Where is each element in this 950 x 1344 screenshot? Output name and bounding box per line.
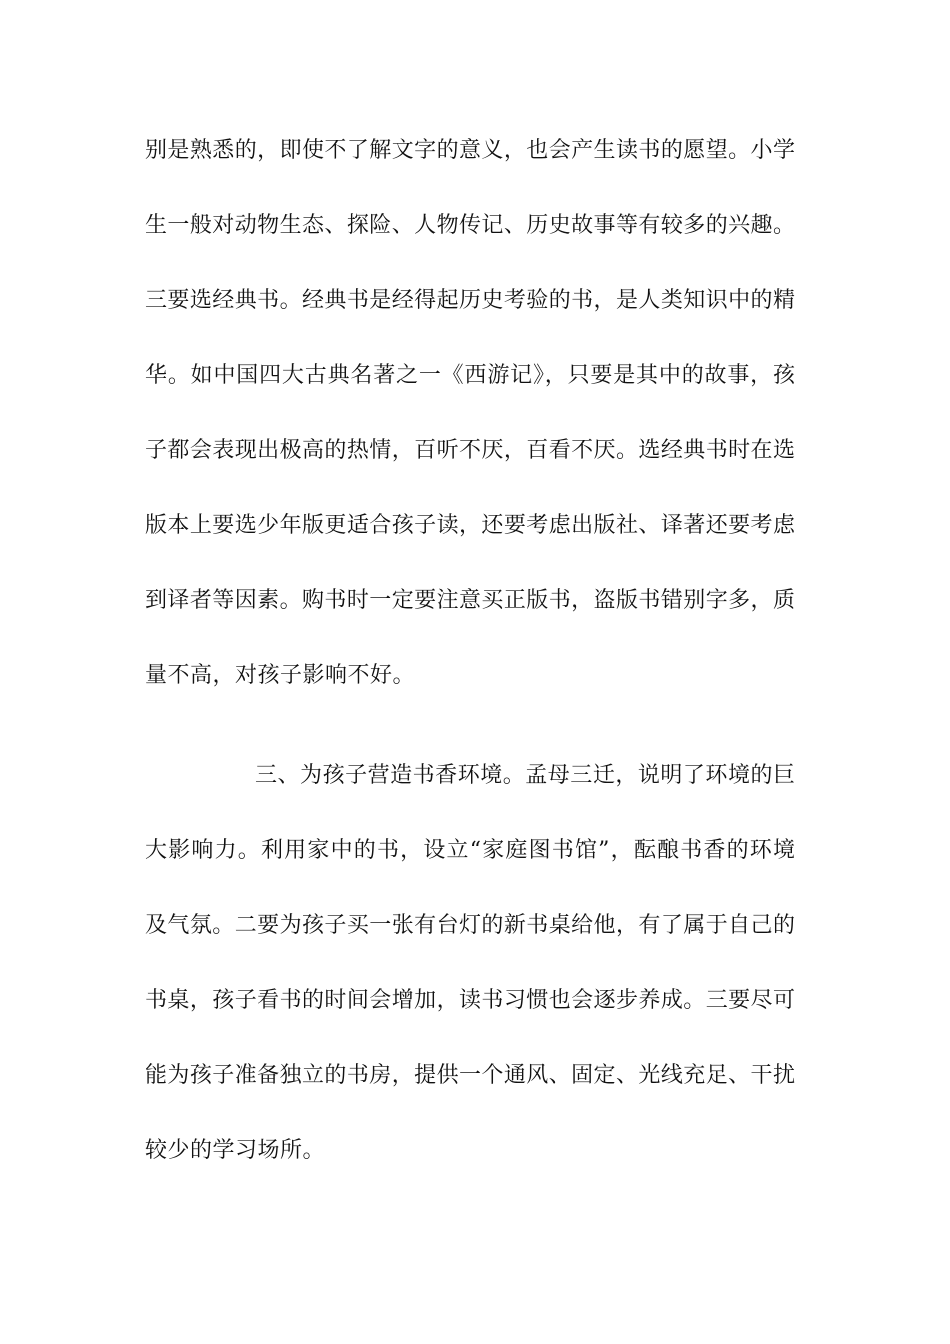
text-line: 较少的学习场所。 bbox=[145, 1138, 326, 1163]
text-line: 到译者等因素。购书时一定要注意买正版书，盗版书错别字多，质 bbox=[145, 588, 796, 613]
text-line: 能为孩子准备独立的书房，提供一个通风、固定、光线充足、干扰 bbox=[145, 1063, 796, 1088]
text-line: 生一般对动物生态、探险、人物传记、历史故事等有较多的兴趣。 bbox=[145, 213, 796, 238]
text-line: 三要选经典书。经典书是经得起历史考验的书，是人类知识中的精 bbox=[145, 288, 796, 313]
text-line: 华。如中国四大古典名著之一《西游记》，只要是其中的故事，孩 bbox=[145, 363, 796, 388]
text-line: 版本上要选少年版更适合孩子读，还要考虑出版社、译著还要考虑 bbox=[145, 513, 796, 538]
text-line: 量不高，对孩子影响不好。 bbox=[145, 663, 416, 688]
text-line: 大影响力。利用家中的书，设立“家庭图书馆”，酝酿书香的环境 bbox=[145, 838, 797, 863]
text-line: 别是熟悉的，即使不了解文字的意义，也会产生读书的愿望。小学 bbox=[145, 138, 796, 163]
text-line: 子都会表现出极高的热情，百听不厌，百看不厌。选经典书时在选 bbox=[145, 438, 796, 463]
text-line: 及气氛。二要为孩子买一张有台灯的新书桌给他，有了属于自己的 bbox=[145, 913, 796, 938]
section-heading-line: 三、为孩子营造书香环境。孟母三迁，说明了环境的巨 bbox=[255, 763, 796, 788]
text-line: 书桌，孩子看书的时间会增加，读书习惯也会逐步养成。三要尽可 bbox=[145, 988, 796, 1013]
